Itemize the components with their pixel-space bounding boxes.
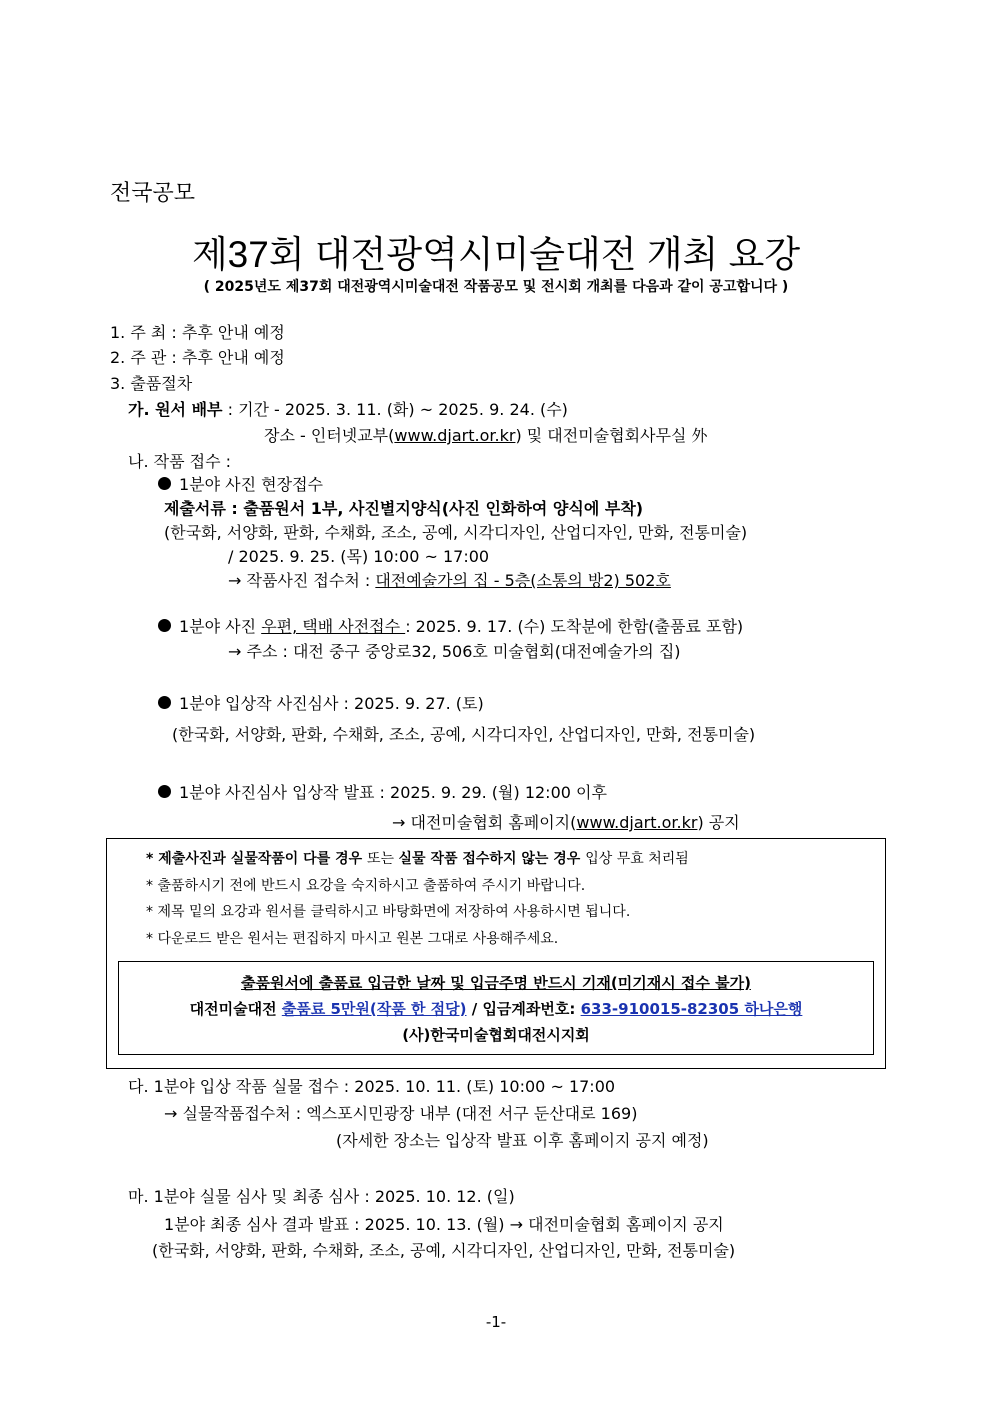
announce-website-link[interactable]: www.djart.or.kr <box>576 813 698 832</box>
onsite-place-underlined: 대전예술가의 집 - 5층(소통의 방2) 502호 <box>375 571 671 590</box>
notice-line-1-normal2: 입상 무효 처리됨 <box>585 851 689 867</box>
payment-line-1: 출품원서에 출품료 입금한 날짜 및 입금주명 반드시 기재(미기재시 접수 불가) <box>241 974 751 992</box>
announce-site <box>392 810 740 833</box>
payment-line-2-mid: / 입금계좌번호: <box>466 1000 581 1018</box>
section-ma-title: 마. 1분야 실물 심사 및 최종 심사 : 2025. 10. 12. (일) <box>128 1187 515 1206</box>
fee-link[interactable]: 출품료 5만원(작품 한 점당) <box>281 1000 467 1018</box>
notice-line-4: * 다운로드 받은 원서는 편집하지 마시고 원본 그대로 사용해주세요. <box>146 931 559 947</box>
page-subtitle: ( 2025년도 제37회 대전광역시미술대전 작품공모 및 전시회 개최를 다음과 같이 공고합니다 ) <box>203 279 789 295</box>
onsite-title-text: 1분야 사진 현장접수 <box>179 475 323 494</box>
mail-title <box>158 614 743 637</box>
place-suffix: ) 및 대전미술협회사무실 外 <box>515 426 708 445</box>
bullet-icon <box>158 619 171 632</box>
notice-line-1 <box>146 848 689 868</box>
bullet-icon <box>158 477 171 490</box>
notice-line-1-bold: * 제출사진과 실물작품이 다를 경우 <box>146 851 368 867</box>
onsite-title <box>158 472 323 495</box>
review-title-text: 1분야 입상작 사진심사 : 2025. 9. 27. (토) <box>179 694 484 713</box>
review-fields: (한국화, 서양화, 판화, 수채화, 조소, 공예, 시각디자인, 산업디자인, 만화, 전통미술) <box>172 725 756 744</box>
onsite-place <box>228 568 671 591</box>
announce-title <box>158 780 607 803</box>
onsite-date: / 2025. 9. 25. (목) 10:00 ~ 17:00 <box>228 547 490 566</box>
section-ma-result: 1분야 최종 심사 결과 발표 : 2025. 10. 13. (월) → 대전미술협회 홈페이지 공지 <box>164 1215 724 1234</box>
page-title: 제37회 대전광역시미술대전 개최 요강 <box>191 234 801 275</box>
notice-line-1-bold2: 실물 작품 접수하지 않는 경우 <box>398 851 586 867</box>
section-ga-label: 가. 원서 배부 <box>128 400 223 419</box>
section-ga <box>128 397 568 420</box>
notice-line-1-normal: 또는 <box>367 851 399 867</box>
section-ga-period: : 기간 - 2025. 3. 11. (화) ~ 2025. 9. 24. (수) <box>222 400 568 419</box>
mail-underlined: 우편, 택배 사전접수 <box>261 617 406 636</box>
onsite-docs: 제출서류 : 출품원서 1부, 사진별지양식(사진 인화하여 양식에 부착) <box>164 499 644 518</box>
mail-address: → 주소 : 대전 중구 중앙로32, 506호 미술협회(대전예술가의 집) <box>228 642 681 661</box>
review-title <box>158 691 484 714</box>
bullet-icon <box>158 785 171 798</box>
website-link[interactable]: www.djart.or.kr <box>394 426 516 445</box>
procedure-item: 3. 출품절차 <box>110 374 193 393</box>
notice-line-3: * 제목 밑의 요강과 원서를 클릭하시고 바탕화면에 저장하여 사용하시면 됩니다. <box>146 904 631 920</box>
mail-suffix: : 2025. 9. 17. (수) 도착분에 한함(출품료 포함) <box>405 617 744 636</box>
section-da-place: → 실물작품접수처 : 엑스포시민광장 내부 (대전 서구 둔산대로 169) <box>164 1104 638 1123</box>
section-da-note: (자세한 장소는 입상작 발표 이후 홈페이지 공지 예정) <box>336 1131 709 1150</box>
payment-line-2-prefix: 대전미술대전 <box>189 1000 282 1018</box>
payment-line-2 <box>118 998 874 1019</box>
page-number: -1- <box>485 1313 507 1331</box>
announce-site-suffix: ) 공지 <box>697 813 740 832</box>
place-prefix: 장소 - 인터넷교부( <box>264 426 395 445</box>
organizer-item: 2. 주 관 : 추후 안내 예정 <box>110 348 285 367</box>
section-da-title: 다. 1분야 입상 작품 실물 접수 : 2025. 10. 11. (토) 10:00 ~ 17:00 <box>128 1077 616 1096</box>
announce-site-prefix: → 대전미술협회 홈페이지( <box>392 813 577 832</box>
mail-prefix: 1분야 사진 <box>179 617 262 636</box>
account-link[interactable]: 633-910015-82305 하나은행 <box>580 1000 803 1018</box>
onsite-fields: (한국화, 서양화, 판화, 수채화, 조소, 공예, 시각디자인, 산업디자인, 만화, 전통미술) <box>164 523 748 542</box>
host-item: 1. 주 최 : 추후 안내 예정 <box>110 323 285 342</box>
announce-title-text: 1분야 사진심사 입상작 발표 : 2025. 9. 29. (월) 12:00 이후 <box>179 783 607 802</box>
section-ma-fields: (한국화, 서양화, 판화, 수채화, 조소, 공예, 시각디자인, 산업디자인, 만화, 전통미술) <box>152 1241 736 1260</box>
payment-line-3: (사)한국미술협회대전시지회 <box>402 1026 590 1044</box>
onsite-place-prefix: → 작품사진 접수처 : <box>228 571 376 590</box>
notice-line-2: * 출품하시기 전에 반드시 요강을 숙지하시고 출품하여 주시기 바랍니다. <box>146 878 586 894</box>
bullet-icon <box>158 696 171 709</box>
section-ga-place <box>264 423 708 446</box>
section-na-label: 나. 작품 접수 : <box>128 452 232 471</box>
category-label: 전국공모 <box>110 181 196 206</box>
